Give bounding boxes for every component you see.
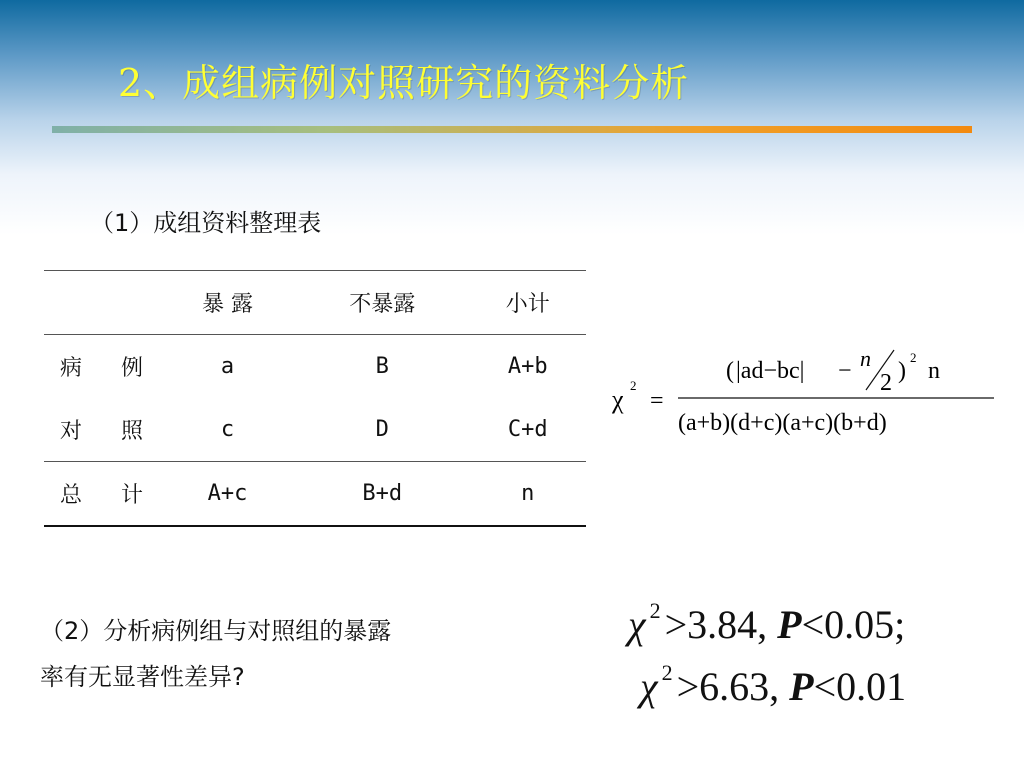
formula-equals: = [650,388,664,414]
table-header-cell: 暴 露 [201,292,253,317]
table-cell: B+d [362,481,403,506]
table-cell: B [375,354,389,379]
title-underline [52,126,972,133]
table-row [44,398,586,462]
criterion-chi: χ [640,664,658,709]
section-heading-table: （1）成组资料整理表 [90,209,322,237]
table-header-row [44,271,586,335]
table-row [44,462,586,527]
criterion-sup: 2 [649,598,661,623]
criterion-sup: 2 [661,660,673,685]
significance-criteria [628,580,907,709]
formula-abs-term: |ad−bc| [736,358,805,384]
criterion-p-value: <0.05; [801,602,906,647]
formula-squared: 2 [910,350,917,365]
criterion-line [640,642,907,709]
data-table-container [44,270,586,527]
formula-chi: χ [612,385,624,414]
row-label: 总 计 [60,483,159,508]
chi-square-formula [608,338,1003,448]
formula-two: 2 [880,370,892,396]
table-cell: a [220,354,235,379]
formula-open-paren: ( [726,358,734,384]
table-cell: A+c [207,481,248,506]
formula-minus: − [838,358,852,384]
section-heading-question [40,608,391,700]
criterion-line [628,580,906,647]
formula-n-frac: n [860,346,871,371]
table-row [44,335,586,399]
question-line-1: （2）分析病例组与对照组的暴露 [40,617,392,645]
table-cell: c [220,417,235,442]
table-header-cell: 不暴露 [349,292,416,317]
row-label: 病 例 [60,356,159,381]
formula-chi-sup: 2 [630,378,637,393]
table-cell: A+b [507,354,548,379]
question-line-2: 率有无显著性差异? [40,663,245,691]
slide-title: 2、成组病例对照研究的资料分析 [118,61,690,105]
criterion-threshold: >6.63, [676,664,790,709]
table-cell: D [375,417,389,442]
formula-denominator: (a+b)(d+c)(a+c)(b+d) [678,410,887,436]
criterion-p-value: <0.01 [813,664,907,709]
table-cell: C+d [507,417,548,442]
table-header-cell: 小计 [505,292,550,317]
criterion-p: P [789,664,814,709]
formula-n: n [928,358,940,384]
table-cell: n [521,481,535,506]
criterion-threshold: >3.84, [664,602,778,647]
data-table [44,270,586,527]
table-header-cell [44,271,160,335]
formula-close-paren: ) [898,358,906,384]
criterion-p: P [777,602,802,647]
formula-svg [608,338,1003,448]
row-label: 对 照 [60,419,159,444]
criterion-chi: χ [628,602,646,647]
